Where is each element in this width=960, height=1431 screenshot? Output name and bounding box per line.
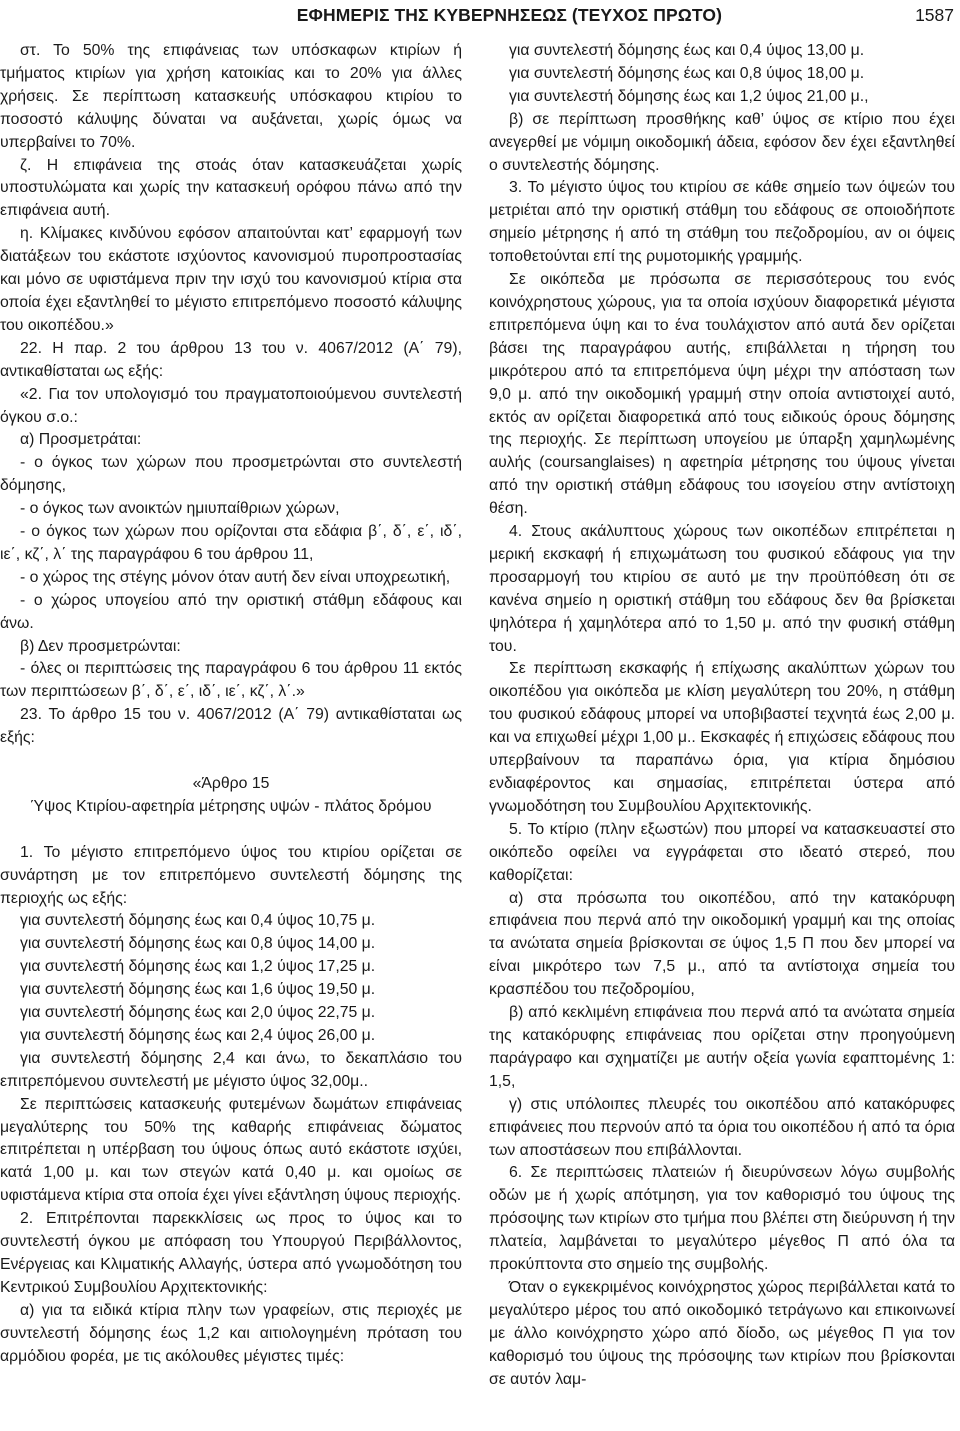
- paragraph-b-addition: β) σε περίπτωση προσθήκης καθ’ ύψος σε κτίριο που έχει ανεγερθεί με νόμιμη οικοδομική άδεια, εφόσον δεν έχει εξαντληθεί ο συντελεστής δόμησης.: [489, 110, 955, 174]
- height-row: για συντελεστή δόμησης έως και 1,6 ύψος 19,50 μ.: [20, 981, 376, 999]
- gazette-title: ΕΦΗΜΕΡΙΣ ΤΗΣ ΚΥΒΕΡΝΗΣΕΩΣ (ΤΕΥΧΟΣ ΠΡΩΤΟ): [296, 5, 722, 25]
- paragraph-b-not-counted: β) Δεν προσμετρώνται:: [20, 637, 181, 655]
- paragraph-5b: β) από κεκλιμένη επιφάνεια που περνά από τα ανώτατα σημεία της κατακόρυφης επιφάνειας που ορίζεται στην προηγούμενη παράγραφο και σχηματίζει με αυτήν οξεία γωνία εφαπτομένης 1: 1,5,: [489, 1004, 955, 1090]
- height-row: για συντελεστή δόμησης έως και 1,2 ύψος 17,25 μ.: [20, 958, 376, 976]
- height-row: για συντελεστή δόμησης έως και 0,4 ύψος 13,00 μ.: [509, 42, 865, 59]
- height-row: για συντελεστή δόμησης έως και 0,4 ύψος 10,75 μ.: [20, 912, 376, 930]
- left-column: [0, 40, 462, 1369]
- paragraph-2-intro: «2. Για τον υπολογισμό του πραγματοποιούμενου συντελεστή όγκου σ.ο.:: [0, 385, 462, 426]
- right-column: [489, 40, 955, 1391]
- list-item: - ο όγκος των χώρων που προσμετρώνται στο συντελεστή δόμησης,: [0, 454, 462, 495]
- paragraph-4: 4. Στους ακάλυπτους χώρους των οικοπέδων επιτρέπεται η μερική εκσκαφή ή επιχωμάτωση του φυσικού εδάφους για την προσαρμογή του κτιρίου σε αυτό με την προϋπόθεση ότι σε κανένα σημείο η οριστική στάθμη του εδάφους δεν θα βρίσκεται ψηλότερα ή χαμηλότερα από το 1,50 μ. από την φυσική στάθμη του.: [489, 523, 955, 655]
- paragraph-a-special: α) για τα ειδικά κτίρια πλην των γραφείων, στις περιοχές με συντελεστή δόμησης έως 1,2 και αιτιολογημένη πρόταση του αρμόδιου φορέα, με τις ακόλουθες μέγιστες τιμές:: [0, 1301, 462, 1365]
- paragraph-22: 22. Η παρ. 2 του άρθρου 13 του ν. 4067/2012 (Α΄ 79), αντικαθίσταται ως εξής:: [0, 339, 462, 380]
- spacer: [0, 750, 462, 773]
- paragraph-6: 6. Σε περιπτώσεις πλατειών ή διευρύνσεων λόγω συμβολής οδών με ή χωρίς απότμηση, για τον καθορισμό του ύψους της πρόσοψης των κτιρίων στο τμήμα που βλέπει στη διεύρυνση ή την πλατεία, λαμβάνεται το μεγαλύτερο μέγεθος Π από όλα τα προκύπτοντα στο σημείο της συμβολής.: [489, 1164, 955, 1274]
- list-item: - ο όγκος των χώρων που ορίζονται στα εδάφια β΄, δ΄, ε΄, ιδ΄, ιε΄, κζ΄, λ΄ της παραγράφου 6 του άρθρου 11,: [0, 523, 462, 563]
- page-number: 1587: [915, 5, 954, 25]
- paragraph-1: 1. Το μέγιστο επιτρεπόμενο ύψος του κτιρίου ορίζεται σε συνάρτηση με τον επιτρεπόμενο συντελεστή δόμησης της περιοχής ως εξής:: [0, 843, 462, 907]
- paragraph-z: ζ. Η επιφάνεια της στοάς όταν κατασκευάζεται χωρίς υποστυλώματα και χωρίς την κατασκευή ορόφου πάνω από την επιφάνεια αυτή.: [0, 156, 462, 220]
- article-subheading: Ύψος Κτιρίου-αφετηρία μέτρησης υψών - πλάτος δρόμου: [30, 797, 432, 815]
- list-item: - ο χώρος της στέγης μόνον όταν αυτή δεν είναι υποχρεωτική,: [20, 568, 451, 586]
- paragraph-23: 23. Το άρθρο 15 του ν. 4067/2012 (Α΄ 79) αντικαθίσταται ως εξής:: [0, 706, 462, 747]
- paragraph-multi-frontage: Σε οικόπεδα με πρόσωπα σε περισσότερους του ενός κοινόχρηστους χώρους, για τα οποία ισχύουν διαφορετικά μέγιστα επιτρεπόμενα ύψη και το ένα τουλάχιστον από αυτά δεν ορίζεται βάσει της παραγράφου αυτής, επιβάλλεται η τήρηση του μικρότερου από τα επιτρεπόμενα ύψη μέχρι την απόσταση των 9,0 μ. από την οικοδομική γραμμή στην οποία αντιστοιχεί αυτό, εκτός αν ορίζεται διαφορετικά από τους ειδικούς όρους δόμησης της περιοχής. Σε περίπτωση υπογείου με ύπαρξη χαμηλωμένης αυλής (coursanglaises) η αφετηρία μέτρησης του ύψους γίνεται από την οριστική στάθμη εδάφους του ισογείου στην αντίστοιχη θέση.: [489, 271, 955, 518]
- height-row-max: για συντελεστή δόμησης 2,4 και άνω, το δεκαπλάσιο του επιτρεπόμενου συντελεστή με μέγιστο ύψος 32,00μ..: [0, 1049, 462, 1090]
- paragraph-green-roofs: Σε περιπτώσεις κατασκευής φυτεμένων δωμάτων επιφάνειας μεγαλύτερης του 50% της καθαρής επιφάνειας δώματος επιτρέπεται η υπέρβαση του ύψους όπως αυτό εκάστοτε ισχύει, κατά 1,00 μ. και των στεγών κατά 0,40 μ. και ομοίως σε υφιστάμενα κτίρια στα οποία έχει γίνει εξάντληση ύψους περιοχής.: [0, 1095, 462, 1205]
- paragraph-5: 5. Το κτίριο (πλην εξωστών) που μπορεί να κατασκευαστεί στο οικόπεδο οφείλει να εγγράφεται στο ιδεατό στερεό, που καθορίζεται:: [489, 820, 955, 884]
- paragraph-5a: α) στα πρόσωπα του οικοπέδου, από την κατακόρυφη επιφάνεια που περνά από την οικοδομική γραμμή και της οποίας τα ανώτατα σημεία βρίσκονται σε ύψος 1,5 Π που δεν μπορεί να είναι μικρότερο των 7,5 μ., από τα αντίστοιχα σημεία του κρασπέδου του πεζοδρομίου,: [489, 889, 955, 999]
- paragraph-i: η. Κλίμακες κινδύνου εφόσον απαιτούνται κατ’ εφαρμογή των διατάξεων του εκάστοτε ισχύοντος κανονισμού πυροπροστασίας και μόνο σε υφιστάμενα πριν την ισχύ του κανονισμού κτίρια στα οποία έχει εξαντληθεί το μέγιστο επιτρεπόμενο ποσοστό κάλυψης του οικοπέδου.»: [0, 225, 462, 334]
- paragraph-2-deviations: 2. Επιτρέπονται παρεκκλίσεις ως προς το ύψος και το συντελεστή όγκου με απόφαση του Υπουργού Περιβάλλοντος, Ενέργειας και Κλιματικής Αλλαγής, ύστερα από γνωμοδότηση του Κεντρικού Συμβουλίου Αρχιτεκτονικής:: [0, 1210, 462, 1296]
- height-row: για συντελεστή δόμησης έως και 1,2 ύψος 21,00 μ.,: [509, 87, 869, 105]
- height-row: για συντελεστή δόμησης έως και 2,0 ύψος 22,75 μ.: [20, 1004, 376, 1022]
- paragraph-common-space: Όταν ο εγκεκριμένος κοινόχρηστος χώρος περιβάλλεται κατά το μεγαλύτερο μέρος του από οικοδομικό τετράγωνο και επικοινωνεί με άλλο κοινόχρηστο χώρο από δίοδο, ως μέγεθος Π για τον καθορισμό του ύψους της πρόσοψης των κτιρίων που βρίσκονται σε αυτόν λαμ-: [489, 1278, 955, 1388]
- height-row: για συντελεστή δόμησης έως και 0,8 ύψος 14,00 μ.: [20, 935, 376, 953]
- spacer: [0, 819, 462, 842]
- article-heading: «Άρθρο 15: [192, 774, 270, 792]
- paragraph-st: στ. Το 50% της επιφάνειας των υπόσκαφων κτιρίων ή τμήματος κτιρίων για χρήση κατοικίας και το 20% για άλλες χρήσεις. Σε περίπτωση κατασκευής υπόσκαφου κτιρίου το ποσοστό κάλυψης δύναται να αυξάνεται, χωρίς όμως να υπερβαίνει το 70%.: [0, 42, 462, 151]
- page-header: [0, 0, 960, 30]
- height-row: για συντελεστή δόμησης έως και 2,4 ύψος 26,00 μ.: [20, 1026, 376, 1044]
- paragraph-5c: γ) στις υπόλοιπες πλευρές του οικοπέδου από κατακόρυφες επιφάνειες που περνούν από τα όρια του οικοπέδου ή από τα όρια των αποστάσεων που επιβάλλονται.: [489, 1095, 955, 1159]
- paragraph-a-counted: α) Προσμετράται:: [20, 431, 142, 449]
- paragraph-excavation: Σε περίπτωση εκσκαφής ή επίχωσης ακαλύπτων χώρων του οικοπέδου για οικόπεδα με κλίση μεγαλύτερη του 20%, η στάθμη του φυσικού εδάφους μπορεί να υποβιβαστεί τεχνητά έως 2,00 μ. και να επιχωθεί μέχρι 1,00 μ.. Εκσκαφές ή επιχώσεις εδάφους που υπερβαίνουν τα παραπάνω όρια, για κτίρια δημόσιου ενδιαφέροντος και σημασίας, επιτρέπεται ύστερα από γνωμοδότηση του Συμβουλίου Αρχιτεκτονικής.: [489, 660, 955, 815]
- list-item: - ο χώρος υπογείου από την οριστική στάθμη εδάφους και άνω.: [0, 591, 462, 632]
- paragraph-3: 3. Το μέγιστο ύψος του κτιρίου σε κάθε σημείο των όψεών του μετριέται από την οριστική στάθμη του εδάφους σε οποιοδήποτε σημείο μέτρησης ή από τη στάθμη του πεζοδρομίου, αν οι όψεις τοποθετούνται επί της ρυμοτομικής γραμμής.: [489, 179, 955, 266]
- list-item: - ο όγκος των ανοικτών ημιυπαίθριων χώρων,: [20, 500, 340, 518]
- height-row: για συντελεστή δόμησης έως και 0,8 ύψος 18,00 μ.: [509, 64, 865, 82]
- list-item: - όλες οι περιπτώσεις της παραγράφου 6 του άρθρου 11 εκτός των περιπτώσεων β΄, δ΄, ε΄, ιδ΄, ιε΄, κζ΄, λ΄.»: [0, 660, 462, 701]
